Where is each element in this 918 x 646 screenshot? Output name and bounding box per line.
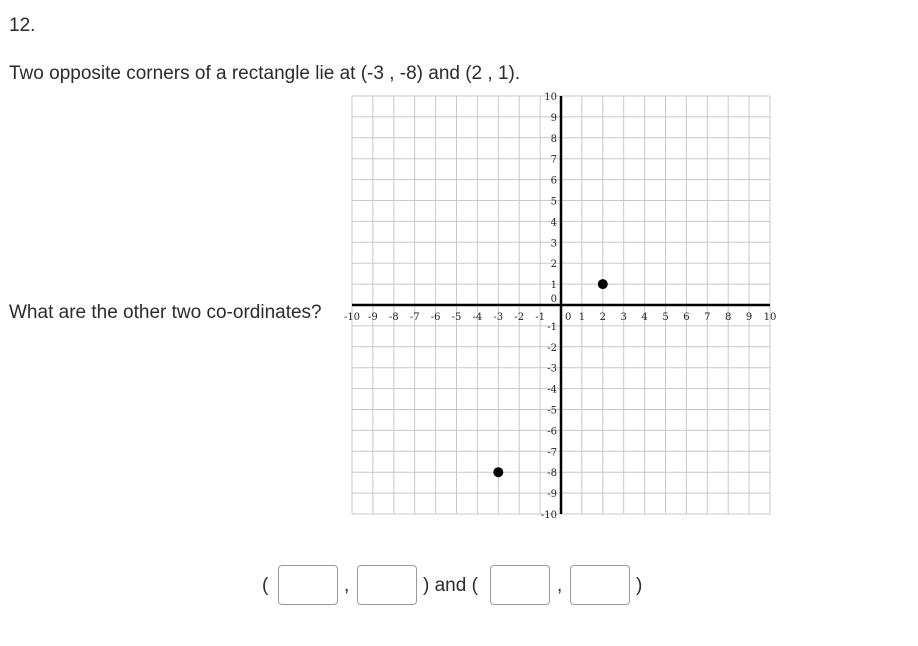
x-tick-label: -6 — [430, 312, 441, 323]
y-tick-label: 4 — [550, 217, 557, 229]
y-tick-label: 9 — [550, 112, 557, 124]
coordinate-grid-svg — [340, 88, 780, 543]
x-tick-label: 8 — [725, 312, 732, 323]
x-tick-label: -7 — [409, 312, 420, 323]
x-tick-label: 3 — [620, 312, 627, 323]
answer-comma-2: , — [557, 575, 563, 596]
y-tick-label: 1 — [550, 280, 557, 292]
x-tick-label: 2 — [599, 312, 606, 323]
y-tick-label: 5 — [550, 196, 557, 208]
y-tick-label: 7 — [550, 154, 557, 166]
y-tick-label: 3 — [550, 238, 557, 250]
x-tick-label: 6 — [683, 312, 690, 323]
y-tick-label: 0 — [550, 294, 557, 305]
x-tick-label: -4 — [472, 312, 483, 323]
answer-box-2-y[interactable] — [570, 565, 630, 605]
x-tick-label: -10 — [343, 312, 361, 323]
x-tick-label: 1 — [578, 312, 586, 323]
answer-box-2-x[interactable] — [490, 565, 550, 605]
x-tick-label: 4 — [641, 312, 648, 323]
y-tick-label: -4 — [547, 384, 557, 396]
question-ask: What are the other two co-ordinates? — [9, 302, 322, 323]
x-tick-label: -8 — [388, 312, 399, 323]
question-prompt: Two opposite corners of a rectangle lie at (-3 , -8) and (2 , 1). — [9, 63, 521, 84]
plotted-point — [493, 467, 503, 477]
y-tick-label: -6 — [547, 426, 557, 438]
y-tick-label: -7 — [547, 447, 557, 459]
answer-box-1-x[interactable] — [278, 565, 338, 605]
y-tick-label: -10 — [540, 510, 557, 521]
y-tick-label: 10 — [544, 92, 557, 103]
x-tick-label: 7 — [704, 312, 711, 323]
y-tick-label: 6 — [550, 175, 557, 187]
answer-box-1-y[interactable] — [357, 565, 417, 605]
x-tick-label: 0 — [565, 312, 572, 323]
x-tick-label: 10 — [763, 312, 777, 323]
y-tick-label: 8 — [550, 133, 557, 145]
x-tick-label: -3 — [493, 312, 504, 323]
answer-open-paren-1: ( — [262, 575, 269, 596]
x-tick-label: -2 — [514, 312, 525, 323]
y-tick-label: 2 — [550, 259, 557, 271]
answer-comma-1: , — [344, 575, 350, 596]
coordinate-grid — [340, 88, 780, 548]
y-tick-label: -3 — [547, 363, 557, 375]
plotted-point — [598, 279, 608, 289]
x-tick-label: -5 — [451, 312, 462, 323]
question-number: 12. — [9, 15, 36, 36]
y-tick-label: -5 — [547, 405, 557, 417]
answer-close-paren-2: ) — [636, 575, 643, 596]
x-tick-label: -1 — [535, 312, 545, 323]
x-tick-label: -9 — [368, 312, 378, 323]
answer-and-text: ) and ( — [423, 575, 478, 596]
y-tick-label: -8 — [547, 468, 557, 480]
y-tick-label: -1 — [547, 321, 557, 333]
y-tick-label: -2 — [547, 342, 557, 354]
x-tick-label: 5 — [662, 312, 669, 323]
y-tick-label: -9 — [547, 489, 557, 501]
x-tick-label: 9 — [745, 312, 753, 323]
